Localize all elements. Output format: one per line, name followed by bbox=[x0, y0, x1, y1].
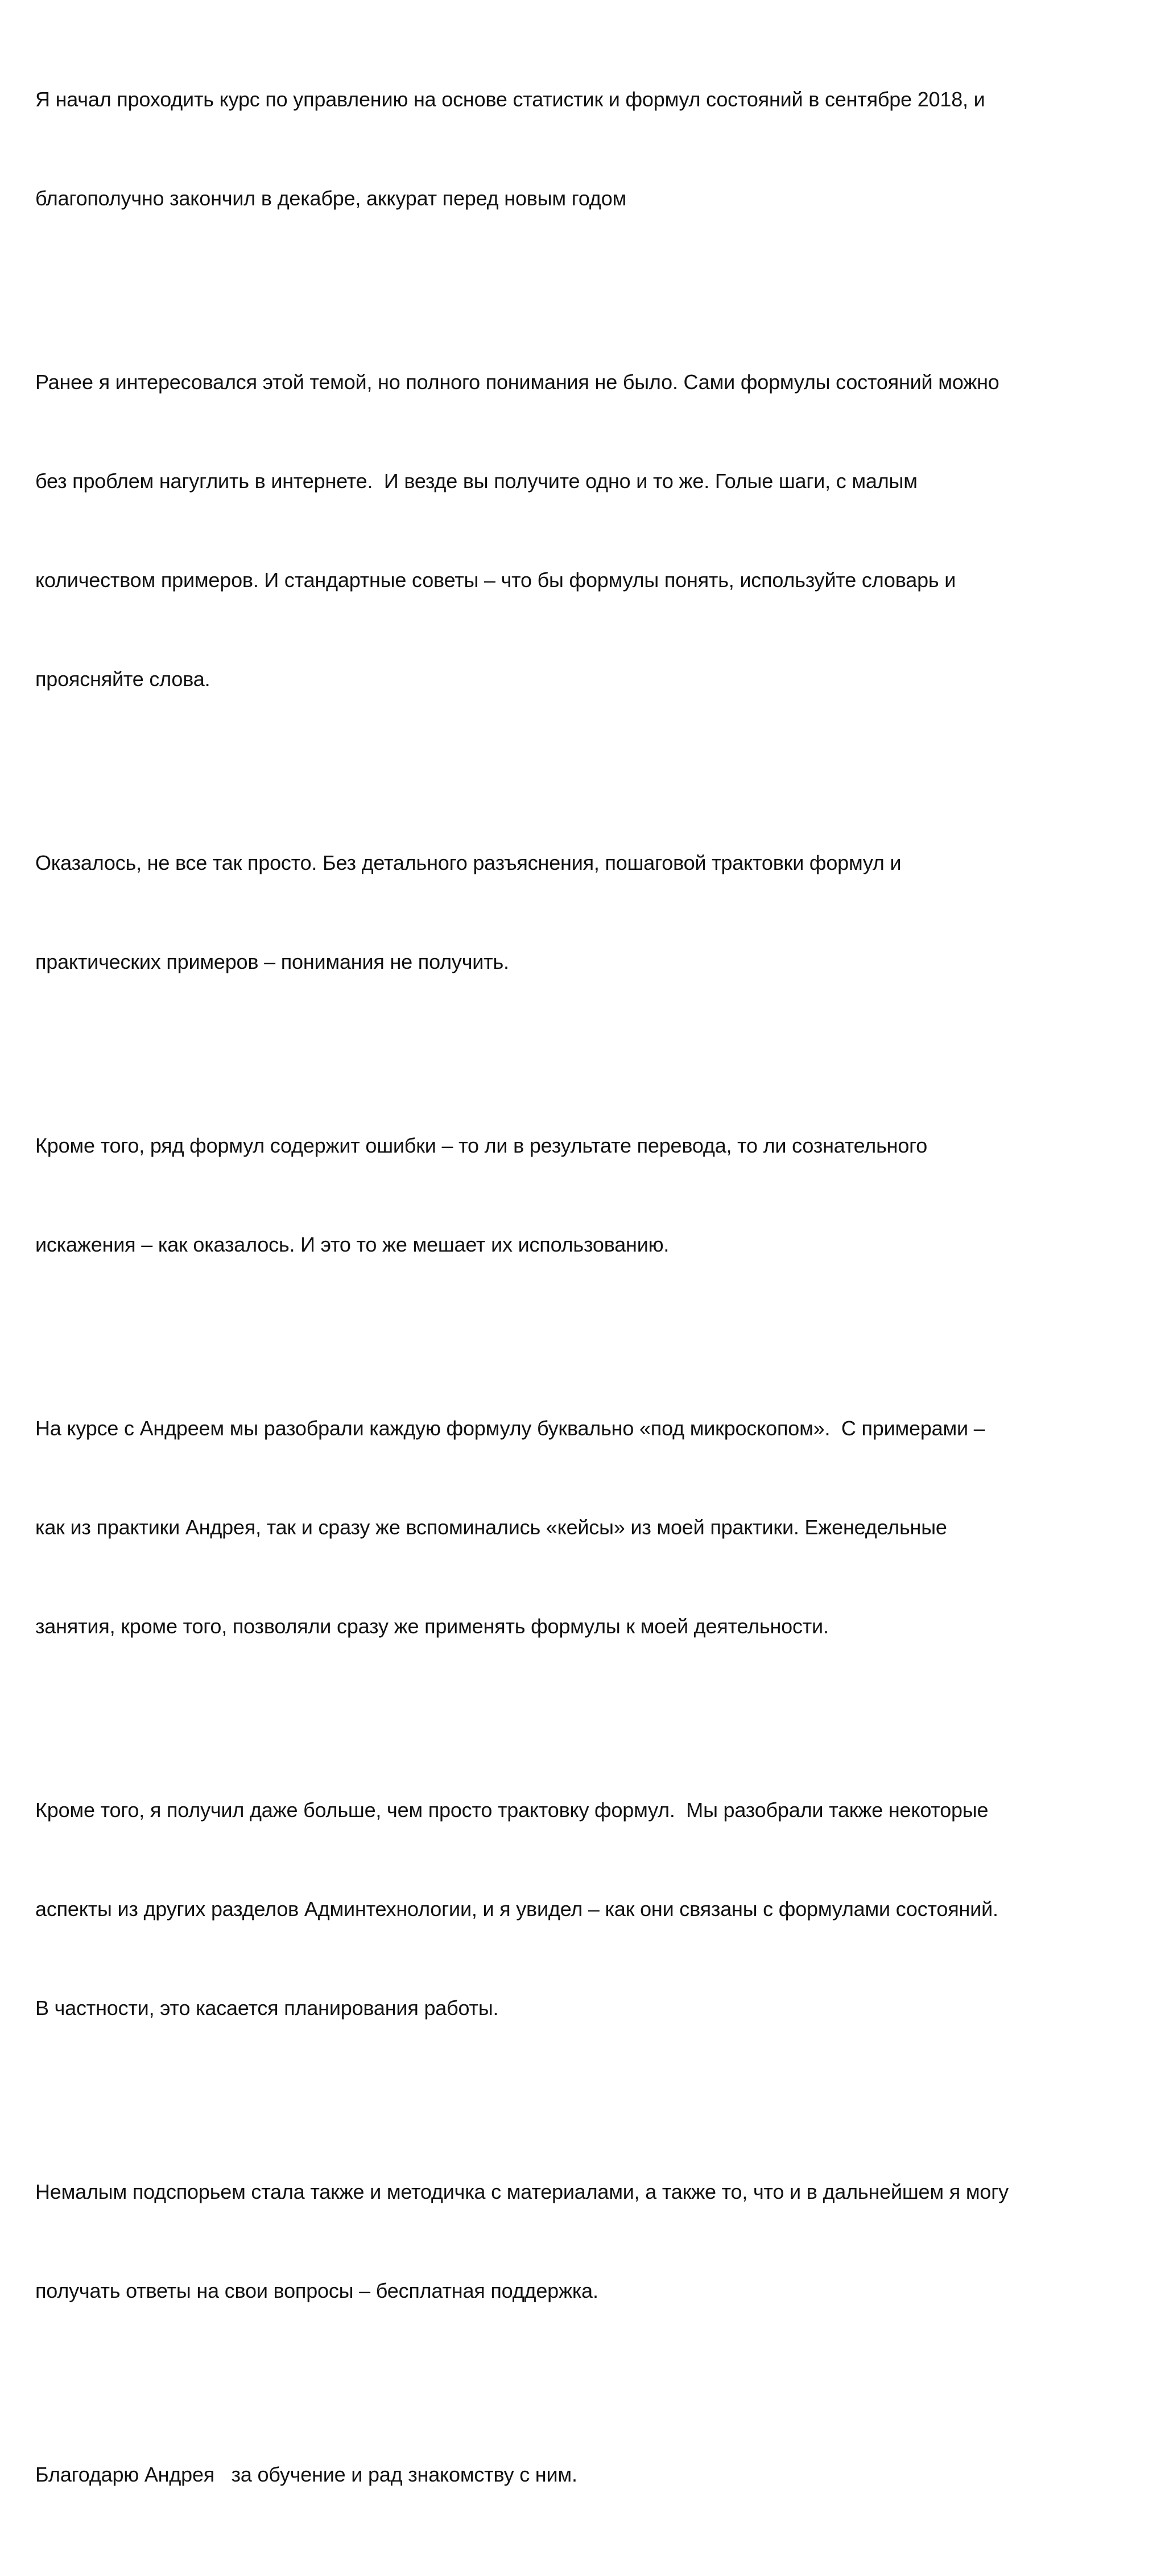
text-line: занятия, кроме того, позволяли сразу же применять формулы к моей деятельности. bbox=[35, 1615, 829, 1638]
paragraph-course-with-andrey bbox=[35, 1346, 1150, 1709]
text-line: благополучно закончил в декабре, аккурат перед новым годом bbox=[35, 187, 627, 210]
text-line: Кроме того, ряд формул содержит ошибки – то ли в результате перевода, то ли сознательного bbox=[35, 1134, 928, 1157]
text-line: Я начал проходить курс по управлению на основе статистик и формул состояний в сентябре 2018, и bbox=[35, 88, 985, 111]
text-line: как из практики Андрея, так и сразу же вспоминались «кейсы» из моей практики. Еженедельные bbox=[35, 1516, 947, 1539]
document-body bbox=[35, 17, 1150, 2576]
text-line: Оказалось, не все так просто. Без детального разъяснения, пошаговой трактовки формул и bbox=[35, 851, 902, 874]
text-line: Благодарю Андрея за обучение и рад знакомству с ним. bbox=[35, 2463, 577, 2486]
paragraph-formula-errors bbox=[35, 1063, 1150, 1327]
paragraph-more-than-formulas bbox=[35, 1728, 1150, 2091]
paragraph-course-start bbox=[35, 17, 1150, 281]
text-line: количеством примеров. И стандартные советы – что бы формулы понять, используйте словарь и bbox=[35, 568, 956, 592]
text-line: проясняйте слова. bbox=[35, 667, 210, 691]
text-line: аспекты из других разделов Админтехнологии, и я увидел – как они связаны с формулами состояний. bbox=[35, 1897, 998, 1921]
paragraph-materials-support bbox=[35, 2109, 1150, 2373]
text-line: искажения – как оказалось. И это то же мешает их использованию. bbox=[35, 1233, 670, 1256]
text-line: Ранее я интересовался этой темой, но полного понимания не было. Сами формулы состояний можно bbox=[35, 370, 999, 394]
text-line: Кроме того, я получил даже больше, чем просто трактовку формул. Мы разобрали также некоторые bbox=[35, 1798, 989, 1822]
paragraph-not-simple bbox=[35, 781, 1150, 1045]
paragraph-prior-interest bbox=[35, 300, 1150, 762]
text-line: без проблем нагуглить в интернете. И везде вы получите одно и то же. Голые шаги, с малым bbox=[35, 469, 918, 493]
text-line: В частности, это касается планирования работы. bbox=[35, 1996, 499, 2020]
text-line: практических примеров – понимания не получить. bbox=[35, 950, 509, 973]
text-line: получать ответы на свои вопросы – бесплатная поддержка. bbox=[35, 2279, 598, 2302]
text-line: Немалым подспорьем стала также и методичка с материалами, а также то, что и в дальнейшем я могу bbox=[35, 2180, 1009, 2203]
paragraph-thanks bbox=[35, 2392, 1150, 2557]
text-line: На курсе с Андреем мы разобрали каждую формулу буквально «под микроскопом». С примерами – bbox=[35, 1417, 985, 1440]
